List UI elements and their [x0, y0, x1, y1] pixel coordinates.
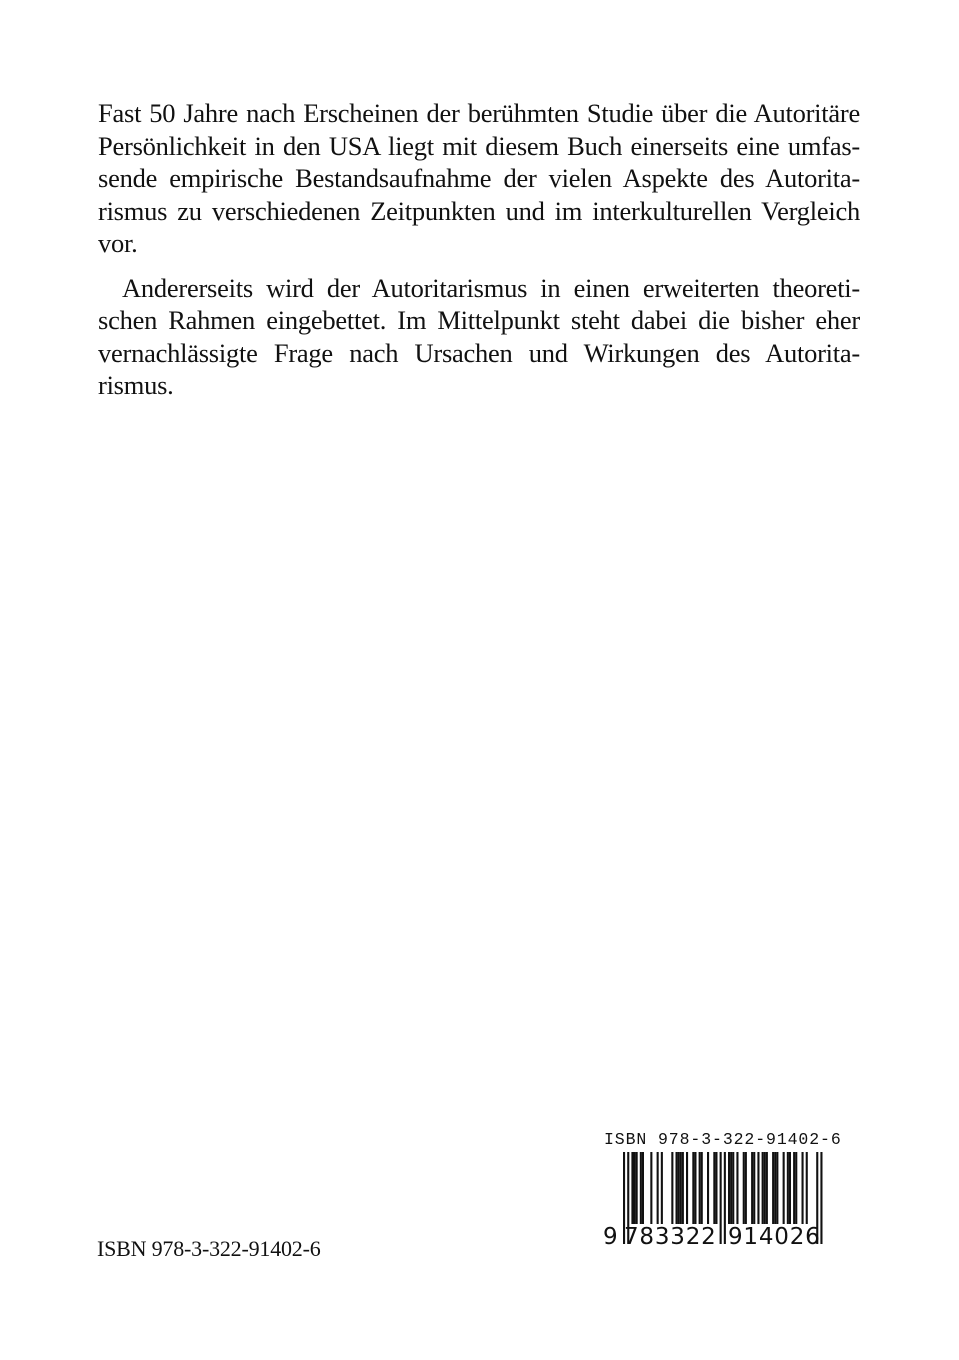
barcode-bar: [736, 1152, 738, 1224]
blurb-paragraph-1: [98, 97, 860, 260]
barcode-bar: [686, 1152, 688, 1224]
barcode-bar: [764, 1152, 766, 1224]
barcode-bar: [783, 1152, 785, 1224]
barcode-bar: [787, 1152, 789, 1224]
barcode-bar: [728, 1152, 730, 1224]
barcode-bar: [634, 1152, 636, 1224]
barcode-bar: [806, 1152, 808, 1224]
barcode-bar: [692, 1152, 694, 1224]
barcode-digit-first: 9: [603, 1224, 618, 1250]
barcode-bar: [774, 1152, 776, 1224]
barcode-bar: [680, 1152, 682, 1224]
barcode-bar: [762, 1152, 764, 1224]
barcode-bar: [753, 1152, 755, 1224]
barcode-bar: [730, 1152, 732, 1224]
barcode-bar: [713, 1152, 715, 1224]
barcode-bar: [699, 1152, 701, 1224]
barcode-bar: [661, 1152, 663, 1224]
text-line: schen Rahmen eingebettet. Im Mittelpunkt steht dabei die bisher eher: [98, 305, 860, 335]
barcode-bar: [678, 1152, 680, 1224]
text-line: vor.: [98, 228, 138, 258]
barcode-bar: [631, 1152, 633, 1224]
isbn-barcode: [600, 1130, 856, 1270]
barcode-bar: [743, 1152, 745, 1224]
barcode-bar: [745, 1152, 747, 1224]
barcode-bar: [772, 1152, 774, 1224]
text-line: Persönlichkeit in den USA liegt mit diesem Buch einerseits eine umfas-: [98, 130, 860, 161]
barcode-guard-bar: [724, 1152, 726, 1244]
text-line: Fast 50 Jahre nach Erscheinen der berühmten Studie über die Autoritäre: [98, 98, 860, 128]
barcode-bar: [715, 1152, 717, 1224]
barcode-bar: [766, 1152, 768, 1224]
blurb-paragraph-2: [98, 272, 860, 402]
barcode-bar: [732, 1152, 734, 1224]
barcode-bar: [751, 1152, 753, 1224]
barcode-bar: [671, 1152, 673, 1224]
text-line: rismus.: [98, 370, 174, 400]
barcode-bar: [682, 1152, 684, 1224]
barcode-guard-bar: [820, 1152, 822, 1244]
text-line: rismus zu verschiedenen Zeitpunkten und im interkulturellen Vergleich: [98, 195, 860, 226]
barcode-bar: [650, 1152, 652, 1224]
barcode-bar: [776, 1152, 778, 1224]
isbn-text: ISBN 978-3-322-91402-6: [97, 1236, 321, 1261]
barcode-bar: [657, 1152, 659, 1224]
text-line: vernachlässigte Frage nach Ursachen und Wirkungen des Autorita-: [98, 337, 860, 368]
barcode-bar: [636, 1152, 638, 1224]
barcode-bar: [793, 1152, 795, 1224]
barcode-digits-left: 783322: [624, 1224, 717, 1250]
barcode-bar: [640, 1152, 642, 1224]
barcode-bar: [701, 1152, 703, 1224]
barcode-isbn-label: ISBN 978-3-322-91402-6: [604, 1130, 842, 1149]
barcode-bar: [757, 1152, 759, 1224]
barcode-bar: [802, 1152, 804, 1224]
barcode-bar: [795, 1152, 797, 1224]
text-line: Andererseits wird der Autoritarismus in einen erweiterten theoreti-: [122, 272, 860, 303]
barcode-bar: [642, 1152, 644, 1224]
barcode-bar: [789, 1152, 791, 1224]
barcode-bar: [694, 1152, 696, 1224]
barcode-guard-bar: [720, 1152, 722, 1244]
barcode-bar: [676, 1152, 678, 1224]
barcode-digits-right: 914026: [728, 1224, 821, 1250]
back-cover-blurb: [98, 97, 860, 414]
text-line: sende empirische Bestandsaufnahme der vielen Aspekte des Autorita-: [98, 163, 860, 193]
barcode-bar: [707, 1152, 709, 1224]
